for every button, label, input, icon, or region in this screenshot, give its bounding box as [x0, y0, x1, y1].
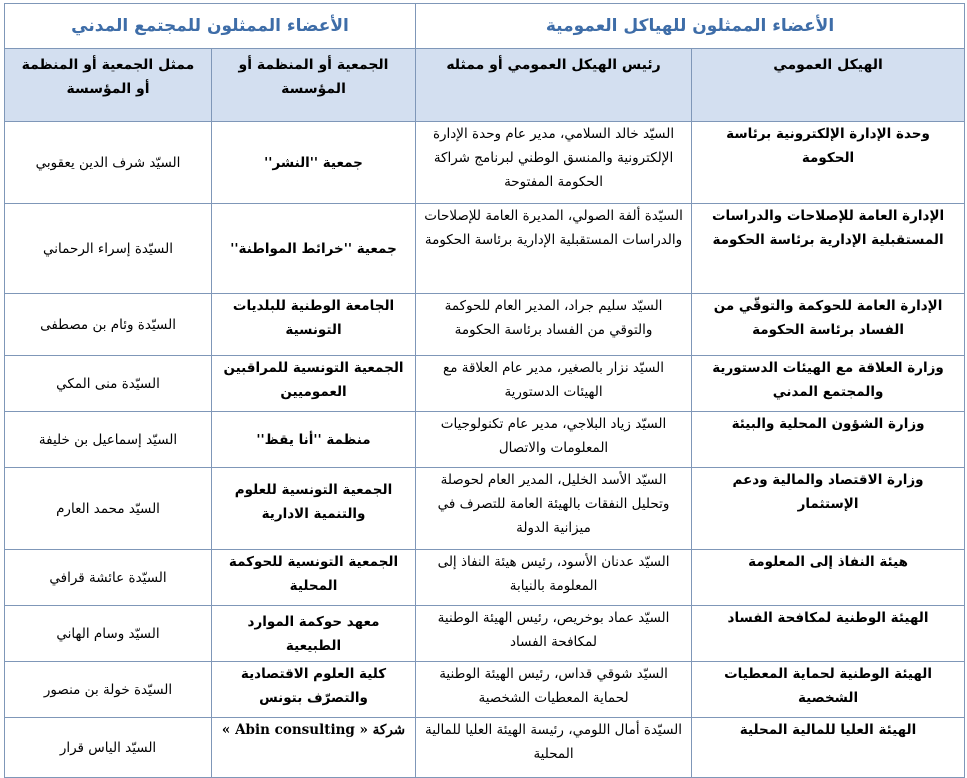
cell-rep: السيّدة إسراء الرحماني	[5, 204, 212, 294]
group-header-public: الأعضاء الممثلون للهياكل العمومية	[416, 4, 965, 49]
cell-structure: وحدة الإدارة الإلكترونية برئاسة الحكومة	[692, 122, 965, 204]
table-row	[5, 662, 965, 718]
cell-org: الجامعة الوطنية للبلديات التونسية	[212, 294, 416, 356]
cell-structure: وزارة الشؤون المحلية والبيئة	[692, 412, 965, 468]
col-header-org: الجمعية أو المنظمة أو المؤسسة	[212, 49, 416, 122]
cell-org: شركة « Abin consulting »	[212, 718, 416, 778]
cell-head: السيّدة أمال اللومي، رئيسة الهيئة العليا للمالية المحلية	[416, 718, 692, 778]
cell-org: جمعية ''خرائط المواطنة''	[212, 204, 416, 294]
col-header-head: رئيس الهيكل العمومي أو ممثله	[416, 49, 692, 122]
cell-head: السيّد خالد السلامي، مدير عام وحدة الإدارة الإلكترونية والمنسق الوطني لبرنامج شراكة الحكومة المفتوحة	[416, 122, 692, 204]
table-row	[5, 356, 965, 412]
col-header-rep: ممثل الجمعية أو المنظمة أو المؤسسة	[5, 49, 212, 122]
cell-structure: وزارة العلاقة مع الهيئات الدستورية والمجتمع المدني	[692, 356, 965, 412]
table-row	[5, 412, 965, 468]
cell-head: السيّد نزار بالصغير، مدير عام العلاقة مع الهيئات الدستورية	[416, 356, 692, 412]
table-row	[5, 606, 965, 662]
cell-rep: السيّد إسماعيل بن خليفة	[5, 412, 212, 468]
cell-structure: الهيئة العليا للمالية المحلية	[692, 718, 965, 778]
cell-head: السيّد شوقي قداس، رئيس الهيئة الوطنية لحماية المعطيات الشخصية	[416, 662, 692, 718]
cell-head: السيّد الأسد الخليل، المدير العام لحوصلة وتحليل النفقات بالهيئة العامة للتصرف في ميزانية الدولة	[416, 468, 692, 550]
column-header-row	[5, 49, 965, 122]
cell-structure: الهيئة الوطنية لحماية المعطيات الشخصية	[692, 662, 965, 718]
cell-rep: السيّد وسام الهاني	[5, 606, 212, 662]
cell-rep: السيّدة خولة بن منصور	[5, 662, 212, 718]
cell-head: السيّد عدنان الأسود، رئيس هيئة النفاذ إلى المعلومة بالنيابة	[416, 550, 692, 606]
cell-org: كلية العلوم الاقتصادية والتصرّف بتونس	[212, 662, 416, 718]
col-header-structure: الهيكل العمومي	[692, 49, 965, 122]
table-row	[5, 718, 965, 778]
cell-rep: السيّد الياس قرار	[5, 718, 212, 778]
cell-structure: الإدارة العامة للإصلاحات والدراسات المستقبلية الإدارية برئاسة الحكومة	[692, 204, 965, 294]
table-row	[5, 468, 965, 550]
group-header-civil: الأعضاء الممثلون للمجتمع المدني	[5, 4, 416, 49]
cell-head: السيّد عماد بوخريص، رئيس الهيئة الوطنية لمكافحة الفساد	[416, 606, 692, 662]
group-header-row	[5, 4, 965, 49]
cell-org: الجمعية التونسية للعلوم والتنمية الادارية	[212, 468, 416, 550]
cell-structure: الإدارة العامة للحوكمة والتوقّي من الفساد برئاسة الحكومة	[692, 294, 965, 356]
table-row	[5, 204, 965, 294]
cell-rep: السيّد محمد العارم	[5, 468, 212, 550]
table-row	[5, 294, 965, 356]
cell-structure: وزارة الاقتصاد والمالية ودعم الإستثمار	[692, 468, 965, 550]
cell-structure: الهيئة الوطنية لمكافحة الفساد	[692, 606, 965, 662]
cell-org: معهد حوكمة الموارد الطبيعية	[212, 606, 416, 662]
cell-structure: هيئة النفاذ إلى المعلومة	[692, 550, 965, 606]
cell-rep: السيّدة منى المكي	[5, 356, 212, 412]
table-row	[5, 550, 965, 606]
cell-head: السيّدة ألفة الصولي، المديرة العامة للإصلاحات والدراسات المستقبلية الإدارية برئاسة الحكومة	[416, 204, 692, 294]
cell-org: جمعية ''النشر''	[212, 122, 416, 204]
cell-org: منظمة ''أنا يقظ''	[212, 412, 416, 468]
cell-rep: السيّدة عائشة قرافي	[5, 550, 212, 606]
cell-rep: السيّد شرف الدين يعقوبي	[5, 122, 212, 204]
cell-org: الجمعية التونسية للمراقبين العموميين	[212, 356, 416, 412]
members-table	[4, 3, 965, 778]
table-row	[5, 122, 965, 204]
cell-rep: السيّدة وئام بن مصطفى	[5, 294, 212, 356]
cell-head: السيّد زياد البلاجي، مدير عام تكنولوجيات المعلومات والاتصال	[416, 412, 692, 468]
cell-head: السيّد سليم جراد، المدير العام للحوكمة والتوقي من الفساد برئاسة الحكومة	[416, 294, 692, 356]
cell-org: الجمعية التونسية للحوكمة المحلية	[212, 550, 416, 606]
